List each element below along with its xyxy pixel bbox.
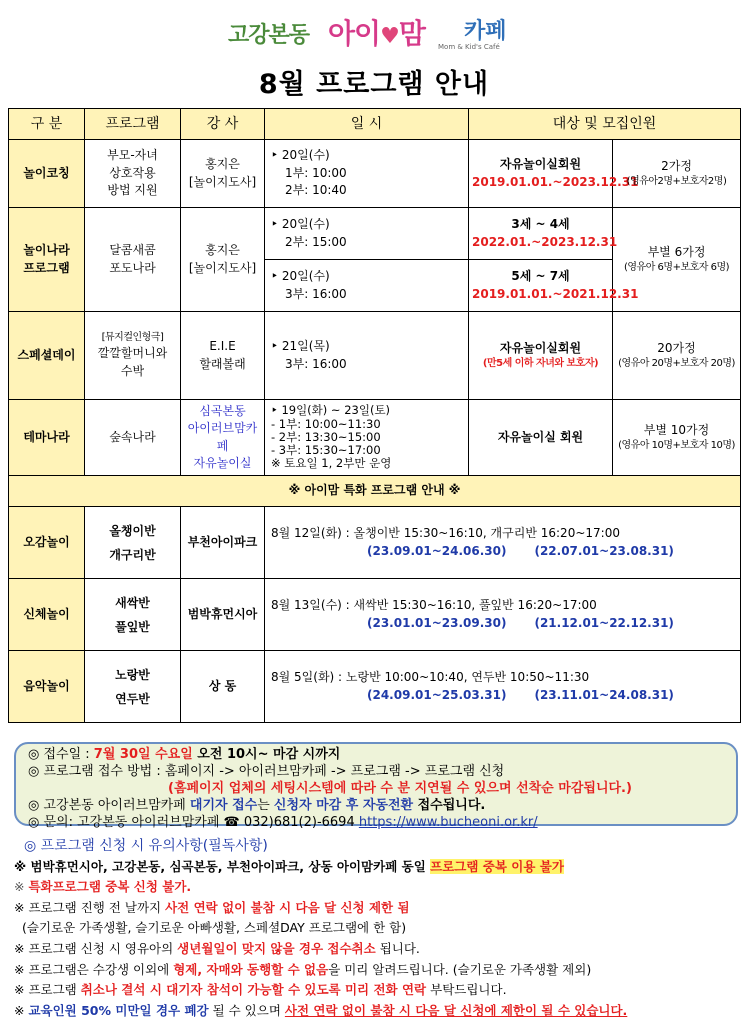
logo-aimom [328, 12, 425, 52]
rules-section [14, 836, 742, 1021]
page-title: 8월 프로그램 안내 [258, 69, 490, 100]
category-cell: 테마나라 [9, 400, 85, 476]
homepage-link[interactable]: https://www.bucheoni.or.kr/ [358, 815, 538, 830]
rule-item: (슬기로운 가족생활, 슬기로운 아빠생활, 스페셜DAY 프로그램에 한 함) [22, 920, 407, 936]
schedule-cell: ‣ 21일(목) 3부: 16:00 [265, 312, 469, 400]
table-row [9, 208, 741, 260]
logo-ai: 아이 [328, 17, 381, 50]
heart-icon: ♥ [380, 24, 399, 49]
notice-method: ◎ 프로그램 접수 방법 : 홈페이지 -> 아이러브맘카페 -> 프로그램 -> 프로그램 신청 [28, 764, 505, 779]
instructor-cell: 홍지은 [놀이지도사] [181, 208, 265, 312]
category-cell: 오감놀이 [9, 507, 85, 579]
header-schedule: 일 시 [265, 109, 469, 140]
notice-contact: ◎ 문의: 고강본동 아이러브맘카페 ☎ 032)681(2)-6694 https://www.bucheoni.or.kr/ [28, 815, 538, 830]
rule-item: ※ 프로그램 신청 시 영유아의 생년월일이 맞지 않을 경우 접수취소 됩니다. [14, 940, 420, 956]
table-row [9, 507, 741, 579]
program-cell: 부모-자녀 상호작용 방법 지원 [85, 140, 181, 208]
header-target: 대상 및 모집인원 [469, 109, 741, 140]
logo-mom: 맘 [398, 17, 425, 50]
program-cell: [뮤지컬인형극] 깔깔할머니와 수박 [85, 312, 181, 400]
capacity-cell: 부별 6가정 (영유아 6명+보호자 6명) [613, 208, 741, 312]
rule-item: ※ 특화프로그램 중복 신청 불가. [14, 879, 192, 895]
capacity-cell: 부별 10가정 (영유아 10명+보호자 10명) [613, 400, 741, 476]
instructor-cell: 범박휴먼시아 [181, 579, 265, 651]
table-row [9, 579, 741, 651]
schedule-cell: ‣ 19일(화) ~ 23일(토) - 1부: 10:00~11:30 - 2부: 13:30~15:00 - 3부: 15:30~17:00 ※ 토요일 1, 2부만 운영 [265, 400, 469, 476]
capacity-cell: 20가정 (영유아 20명+보호자 20명) [613, 312, 741, 400]
category-cell: 놀이나라 프로그램 [9, 208, 85, 312]
rule-item: ※ 범박휴먼시아, 고강본동, 심곡본동, 부천아이파크, 상동 아이맘카페 동일 프로그램 중복 이용 불가 [14, 858, 564, 874]
instructor-cell: 심곡본동 아이러브맘카페 자유놀이실 [181, 400, 265, 476]
special-banner-row [9, 476, 741, 507]
category-cell: 신체놀이 [9, 579, 85, 651]
rule-item: ※ 프로그램은 수강생 이외에 형제, 자매와 동행할 수 없음을 미리 알려드립니다. (슬기로운 가족생활 제외) [14, 961, 592, 977]
rule-item: ※ 프로그램 진행 전 날까지 사전 연락 없이 불참 시 다음 달 신청 제한 됨 [14, 899, 410, 915]
instructor-cell: 홍지은 [놀이지도사] [181, 140, 265, 208]
special-banner: ※ 아이맘 특화 프로그램 안내 ※ [9, 476, 741, 507]
program-cell: 숲속나라 [85, 400, 181, 476]
capacity-cell: 2가정 (영유아2명+보호자2명) [613, 140, 741, 208]
program-cell: 올챙이반 개구리반 [85, 507, 181, 579]
program-cell: 달콤새콤 포도나라 [85, 208, 181, 312]
program-cell: 노랑반 연두반 [85, 651, 181, 723]
program-table [8, 108, 741, 723]
table-row [9, 400, 741, 476]
header-instructor: 강 사 [181, 109, 265, 140]
notice-deadline: ◎ 접수일 : 7월 30일 수요일 오전 10시~ 마감 시까지 [28, 747, 341, 762]
schedule-cell: 8월 13일(수) : 새싹반 15:30~16:10, 풀잎반 16:20~17:00 (23.01.01~23.09.30) (21.12.01~22.12.31) [265, 579, 741, 651]
rule-item: ※ 교육인원 50% 미만일 경우 폐강 될 수 있으며 사전 연락 없이 불참 시 다음 달 신청에 제한이 될 수 있습니다. [14, 1002, 628, 1018]
category-cell: 음악놀이 [9, 651, 85, 723]
schedule-cell: 8월 5일(화) : 노랑반 10:00~10:40, 연두반 10:50~11:30 (24.09.01~25.03.31) (23.11.01~24.08.31) [265, 651, 741, 723]
instructor-cell: E.I.E 할래볼래 [181, 312, 265, 400]
logo-sub: Mom & Kid's Café [438, 43, 500, 51]
schedule-cell: ‣ 20일(수) 2부: 15:00 [265, 208, 469, 260]
logo-cafe: 카페 [464, 19, 507, 44]
category-cell: 스페셜데이 [9, 312, 85, 400]
schedule-cell: ‣ 20일(수) 1부: 10:00 2부: 10:40 [265, 140, 469, 208]
instructor-cell: 상 동 [181, 651, 265, 723]
logo-brand: 고강본동 [228, 23, 310, 48]
notice-delay: (홈페이지 업체의 세팅시스템에 따라 수 분 지연될 수 있으며 선착순 마감됩니다.) [168, 781, 632, 796]
instructor-cell: 부천아이파크 [181, 507, 265, 579]
notice-box [14, 742, 738, 830]
rules-heading: ◎ 프로그램 신청 시 유의사항(필독사항) [24, 838, 268, 854]
rule-item: ※ 프로그램 취소나 결석 시 대기자 참석이 가능할 수 있도록 미리 전화 연락 부탁드립니다. [14, 982, 507, 998]
target-cell: 자유놀이실 회원 [469, 400, 613, 476]
header-category: 구 분 [9, 109, 85, 140]
table-row [9, 651, 741, 723]
target-cell: 5세 ~ 7세 2019.01.01.~2021.12.31 [469, 260, 613, 312]
table-row [9, 140, 741, 208]
target-cell: 자유놀이실회원 2019.01.01.~2023.12.31 [469, 140, 613, 208]
table-header [9, 109, 741, 140]
logo [228, 10, 528, 52]
schedule-cell: 8월 12일(화) : 올챙이반 15:30~16:10, 개구리반 16:20~17:00 (23.09.01~24.06.30) (22.07.01~23.08.31) [265, 507, 741, 579]
category-cell: 놀이코칭 [9, 140, 85, 208]
target-cell: 자유놀이실회원 (만5세 이하 자녀와 보호자) [469, 312, 613, 400]
notice-waitlist: ◎ 고강본동 아이러브맘카페 대기자 접수는 신청자 마감 후 자동전환 접수됩니다. [28, 798, 486, 813]
target-cell: 3세 ~ 4세 2022.01.~2023.12.31 [469, 208, 613, 260]
table-row [9, 312, 741, 400]
schedule-cell: ‣ 20일(수) 3부: 16:00 [265, 260, 469, 312]
header-program: 프로그램 [85, 109, 181, 140]
program-cell: 새싹반 풀잎반 [85, 579, 181, 651]
